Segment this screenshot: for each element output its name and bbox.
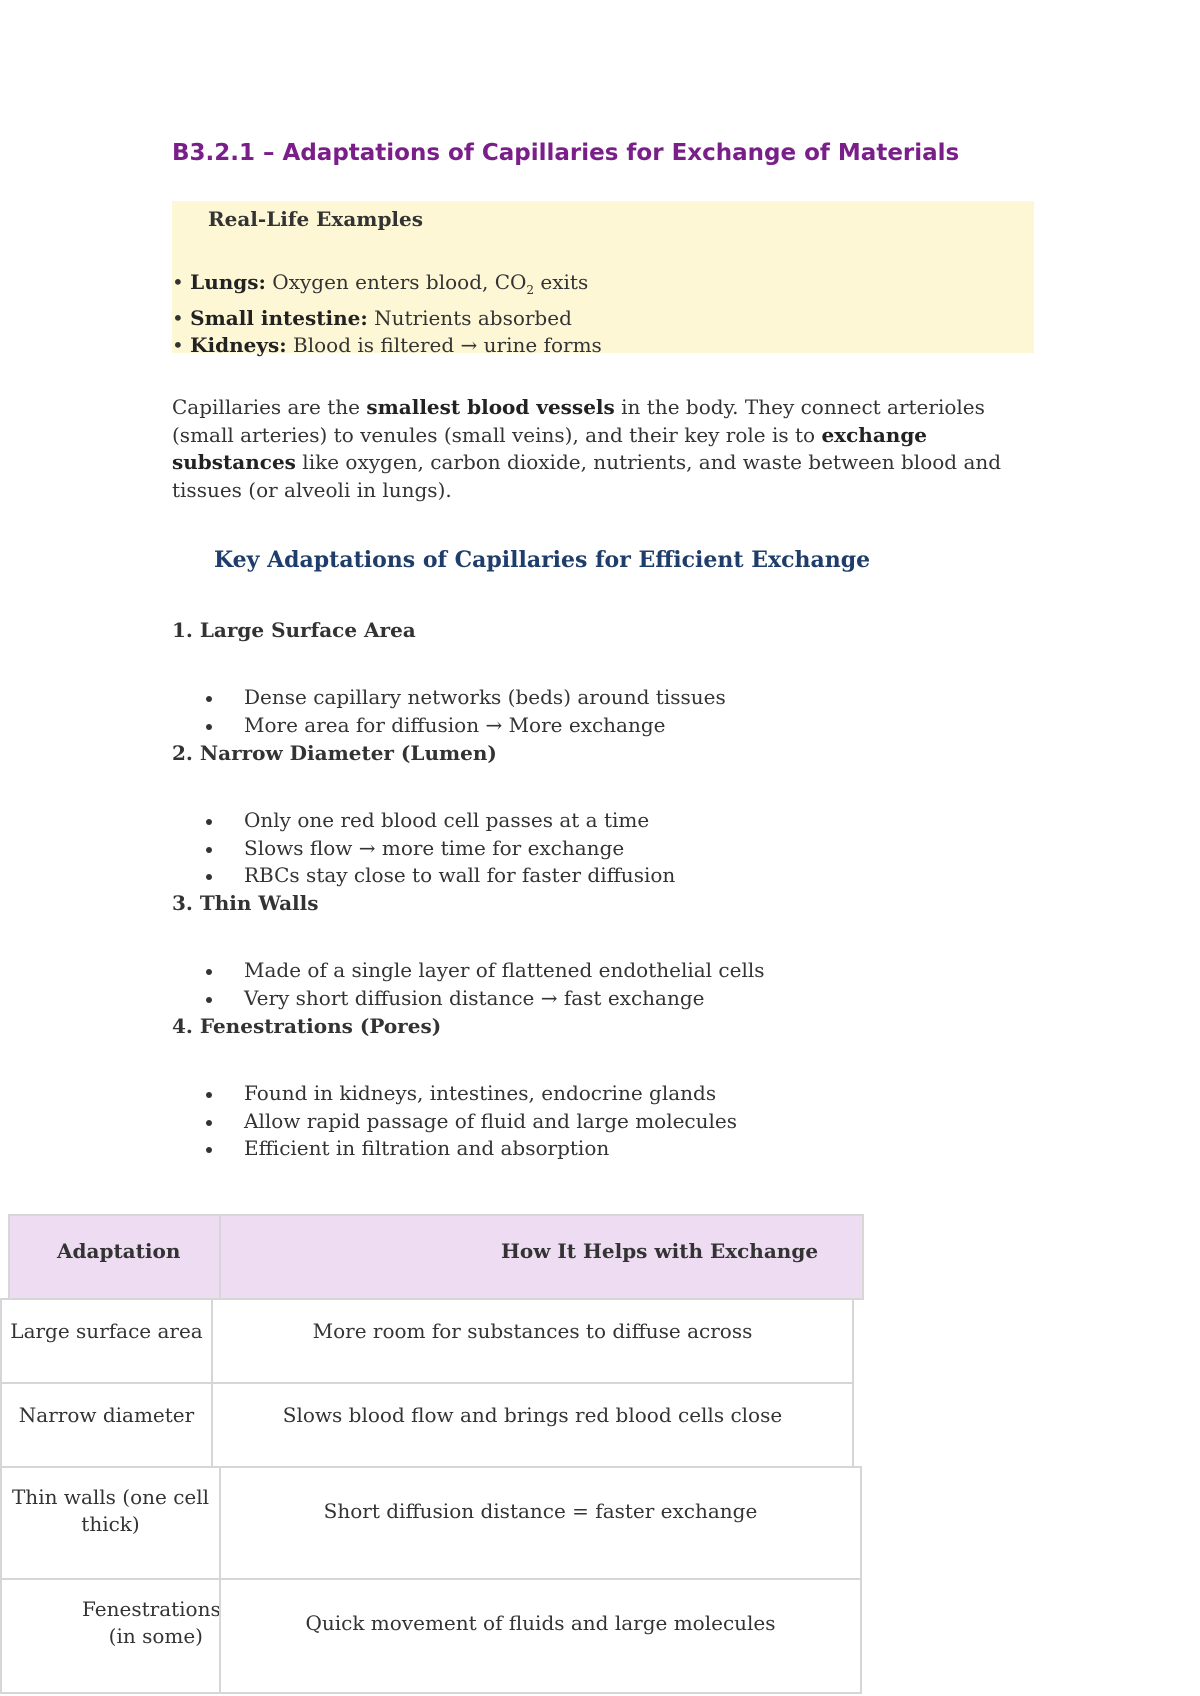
table-cell-adaptation: Fenestrations (in some) <box>0 1578 221 1694</box>
callout-item-label: Lungs: <box>190 270 266 294</box>
adaptation-heading-surface-area: 1. Large Surface Area <box>172 618 416 642</box>
table-cell-adaptation: Narrow diameter <box>0 1382 213 1468</box>
list-item: Efficient in filtration and absorption <box>206 1135 737 1163</box>
adaptation-heading-narrow-diameter: 2. Narrow Diameter (Lumen) <box>172 741 497 765</box>
bullet-list-narrow-diameter <box>206 807 675 890</box>
adaptation-heading-thin-walls: 3. Thin Walls <box>172 891 319 915</box>
list-item: Allow rapid passage of fluid and large molecules <box>206 1108 737 1136</box>
callout-item-label: Small intestine: <box>190 305 368 330</box>
table-cell-description: Slows blood flow and brings red blood cells close <box>211 1382 854 1468</box>
table-cell-description: More room for substances to diffuse across <box>211 1298 854 1384</box>
list-item: Only one red blood cell passes at a time <box>206 807 675 835</box>
intro-paragraph: Capillaries are the smallest blood vessels in the body. They connect arterioles (small arteries) to venules (small veins), and their key role is to exchange substances like oxygen, carbon dioxide, nutrients, and waste between blood and tissues (or alveoli in lungs). <box>172 395 1002 502</box>
bullet-list-thin-walls <box>206 957 765 1012</box>
list-item: RBCs stay close to wall for faster diffusion <box>206 862 675 890</box>
table-cell-adaptation: Thin walls (one cell thick) <box>0 1466 221 1580</box>
callout-item-lungs: • Lungs: Oxygen enters blood, $CO_2$ exits <box>172 270 589 297</box>
list-item: Very short diffusion distance → fast exchange <box>206 985 765 1013</box>
list-item: More area for diffusion → More exchange <box>206 712 726 740</box>
table-cell-adaptation: Large surface area <box>0 1298 213 1384</box>
callout-item-label: Kidneys: <box>190 333 287 357</box>
table-cell-description: Short diffusion distance = faster exchange <box>219 1466 862 1580</box>
list-item: Dense capillary networks (beds) around tissues <box>206 684 726 712</box>
callout-heading: Real-Life Examples <box>208 207 424 231</box>
bullet-list-surface-area <box>206 684 726 739</box>
callout-item-kidneys: • Kidneys: Blood is filtered → urine forms <box>172 333 602 357</box>
adaptation-heading-fenestrations: 4. Fenestrations (Pores) <box>172 1014 442 1038</box>
table-cell-description: Quick movement of fluids and large molecules <box>219 1578 862 1694</box>
bullet-list-fenestrations <box>206 1080 737 1163</box>
section-subheading: Key Adaptations of Capillaries for Efficient Exchange <box>214 547 871 573</box>
list-item: Made of a single layer of flattened endothelial cells <box>206 957 765 985</box>
table-header-how-it-helps: How It Helps with Exchange <box>219 1214 864 1300</box>
list-item: Slows flow → more time for exchange <box>206 835 675 863</box>
page-title: B3.2.1 – Adaptations of Capillaries for Exchange of Materials <box>172 140 960 166</box>
callout-item-small-intestine: • Small intestine: Nutrients absorbed <box>172 305 572 330</box>
list-item: Found in kidneys, intestines, endocrine glands <box>206 1080 737 1108</box>
real-life-examples-box <box>172 201 1034 357</box>
table-header-adaptation: Adaptation <box>8 1214 221 1300</box>
callout-list <box>172 269 602 360</box>
